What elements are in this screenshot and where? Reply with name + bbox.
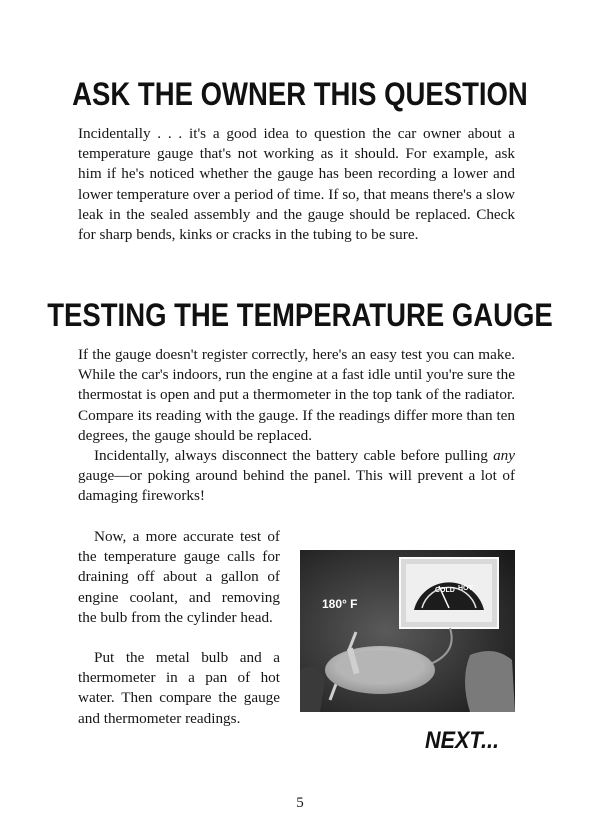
section-heading-testing-gauge: TESTING THE TEMPERATURE GAUGE <box>47 297 553 333</box>
paragraph-easy-test: If the gauge doesn't register correctly, here's an easy test you can make. While the car's indoors, run the engine at a fast idle until you're sure the thermostat is open and put a thermometer in the top tank of the radiator. Compare its reading with the gauge. If the readings differ more than ten degrees, the gauge should be replaced. <box>78 346 515 444</box>
gauge-hot-label: HOT <box>458 585 473 592</box>
paragraph-ask-owner: Incidentally . . . it's a good idea to question the car owner about a temperature gauge that's not working as it should. For example, ask him if he's noticed whether the gauge has been recording a lower and lower temperature over a period of time. If so, that means there's a slow leak in the sealed assembly and the gauge should be replaced. Check for sharp bends, kinks or cracks in the tubing to be sure. <box>78 125 515 244</box>
section-heading-ask-owner: ASK THE OWNER THIS QUESTION <box>72 76 528 112</box>
paragraph-text: Incidentally, always disconnect the battery cable before pulling <box>94 447 494 464</box>
gauge-test-illustration <box>300 550 515 712</box>
paragraph-accurate-test: Now, a more accurate test of the temperature gauge calls for draining off about a gallon of engine coolant, and removing the bulb from the cylinder head. <box>78 528 280 626</box>
gauge-cold-label: COLD <box>435 587 455 594</box>
page-number: 5 <box>296 795 304 811</box>
next-label: NEXT... <box>425 727 500 754</box>
emphasis-any: any <box>493 447 515 464</box>
gauge-test-photo <box>300 550 515 712</box>
paragraph-text: gauge—or poking around behind the panel. This will prevent a lot of damaging fireworks! <box>78 467 515 505</box>
paragraph-disconnect-battery <box>78 446 515 507</box>
paragraph-bulb-in-water: Put the metal bulb and a thermometer in a pan of hot water. Then compare the gauge and thermometer readings. <box>78 649 280 727</box>
thermometer-reading-label: 180° F <box>322 597 358 611</box>
